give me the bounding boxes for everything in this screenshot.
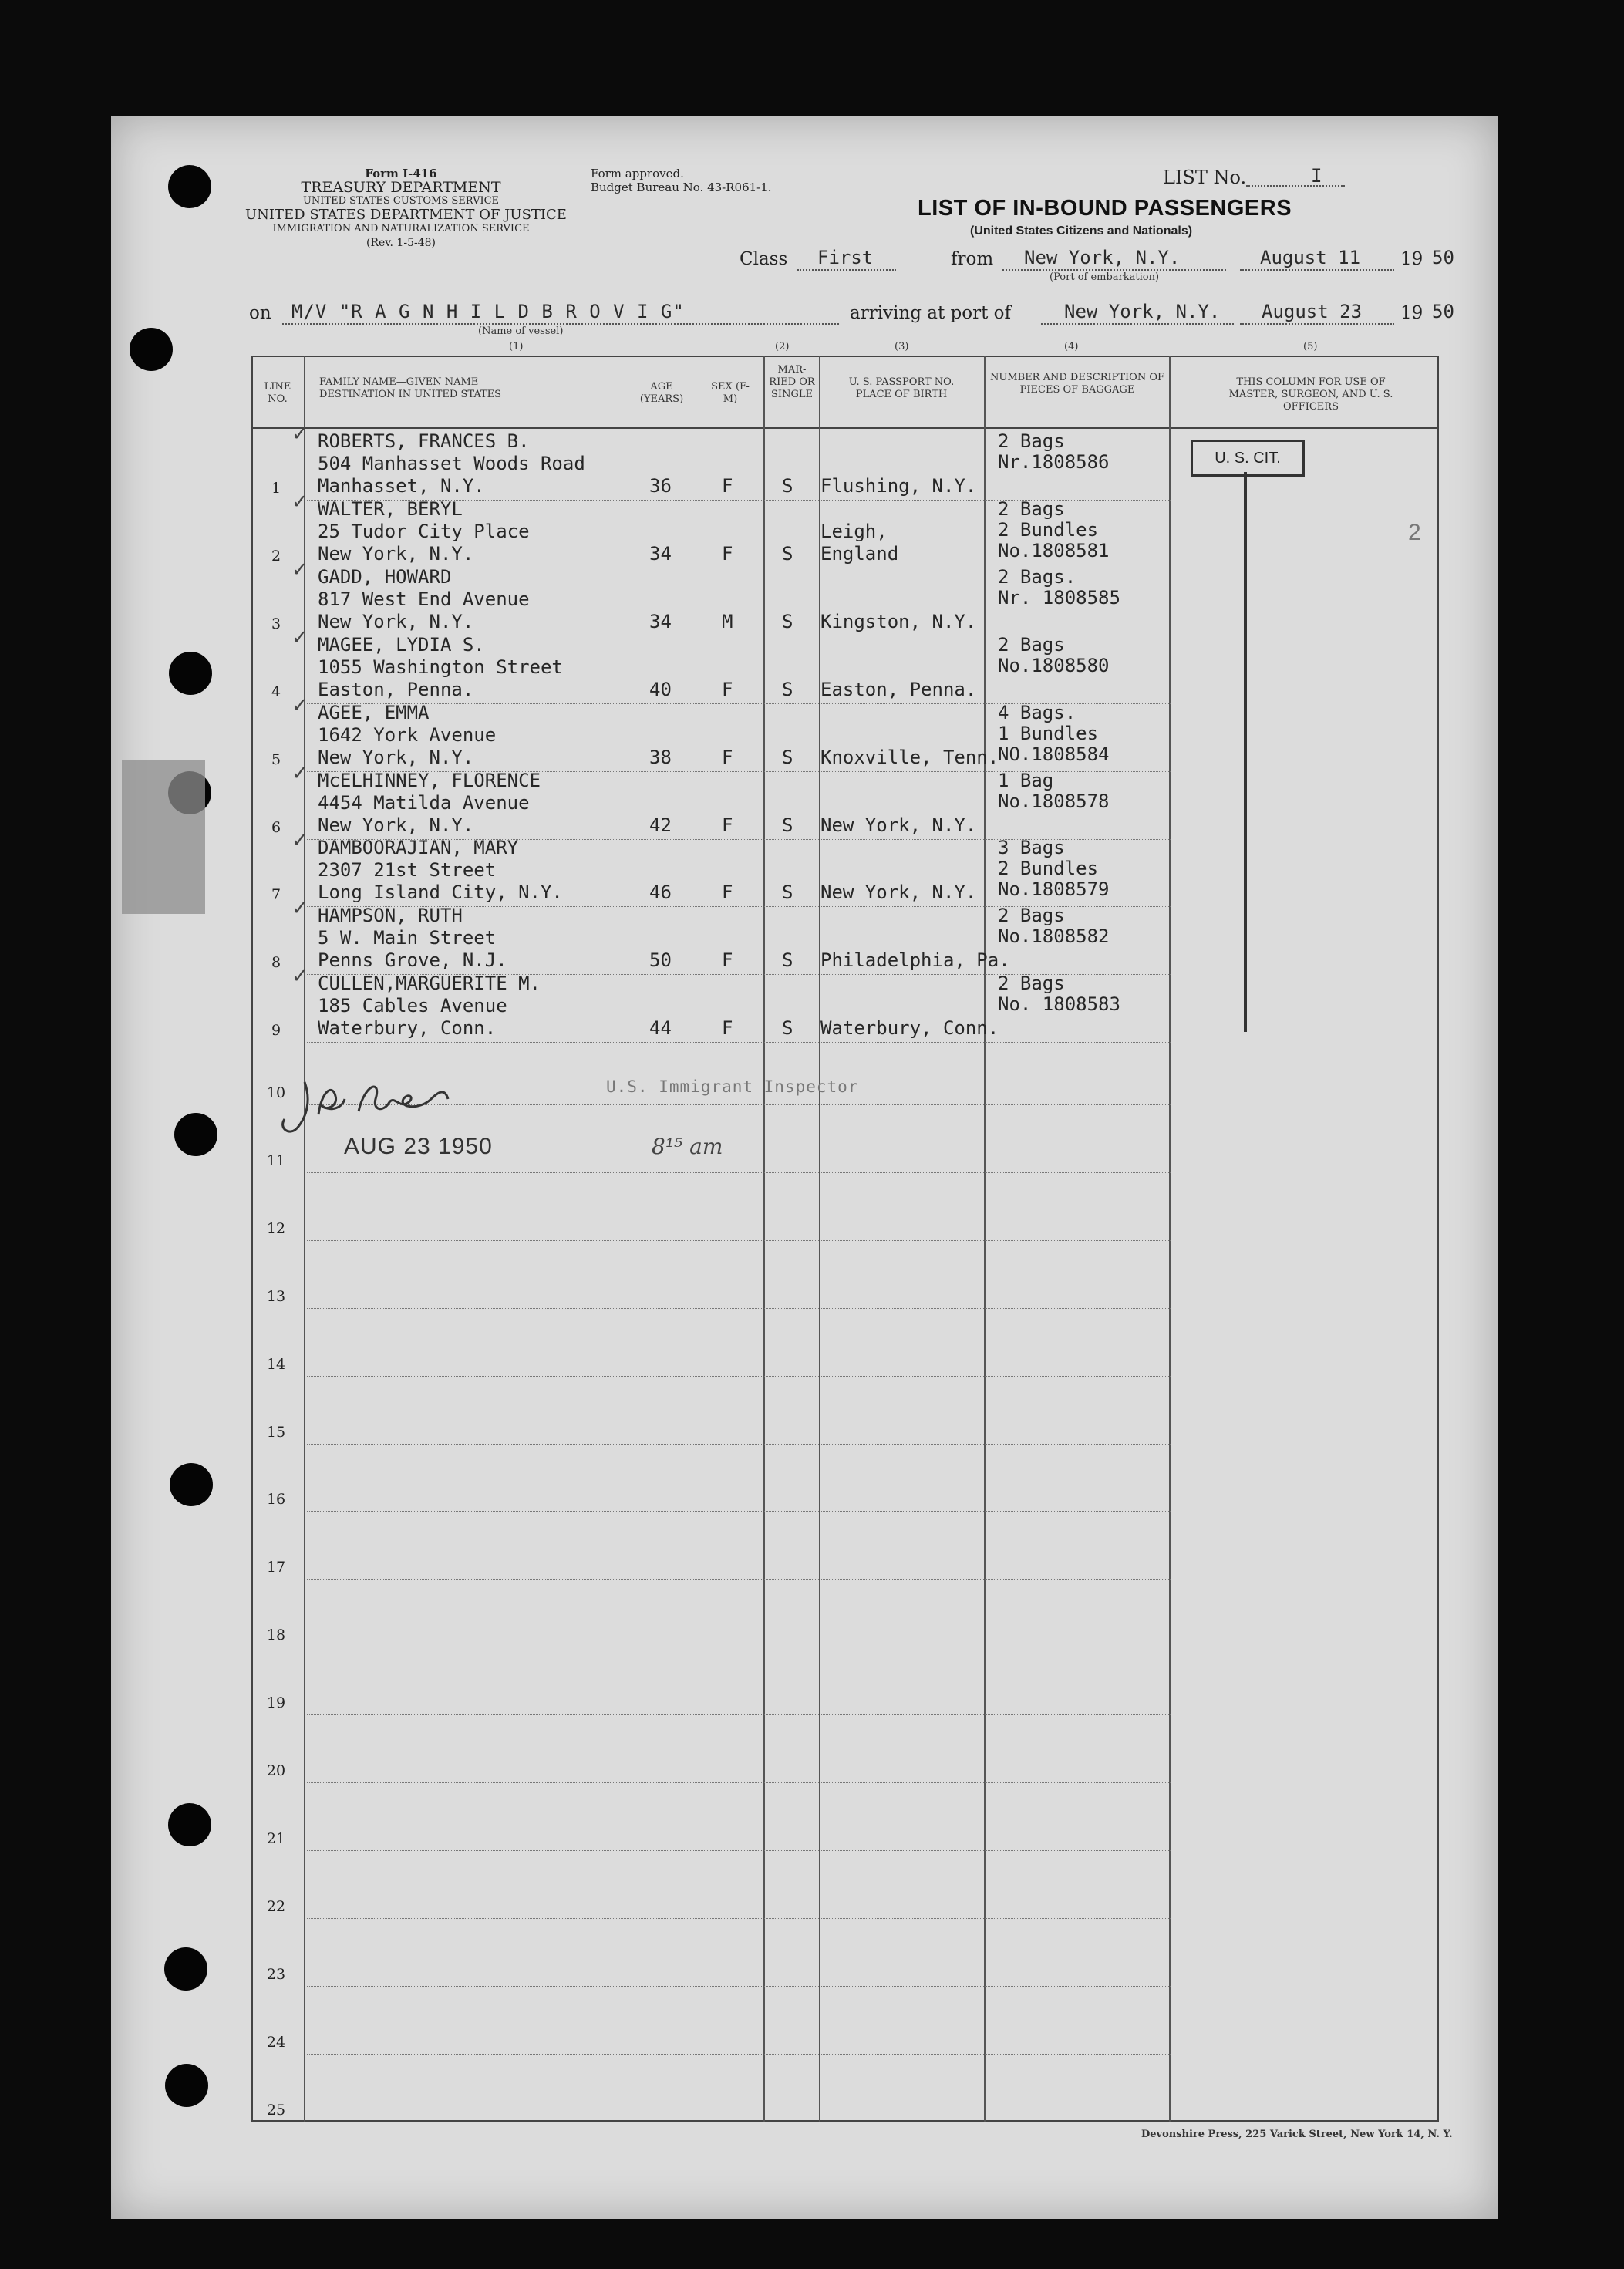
passenger-address: 4454 Matilda Avenue	[318, 791, 530, 814]
binder-hole	[130, 328, 173, 371]
passenger-city: Easton, Penna.	[318, 678, 474, 700]
line-number: 14	[266, 1355, 286, 1373]
us-citizen-stamp: U. S. CIT.	[1191, 440, 1305, 477]
passenger-age: 50	[649, 949, 672, 972]
birth-place: New York, N.Y.	[820, 814, 977, 836]
form-approval	[591, 167, 772, 194]
birth-place: Flushing, N.Y.	[820, 475, 977, 497]
row-rule	[307, 1850, 1171, 1851]
arrival-port-line	[1041, 323, 1234, 325]
passenger-name: ROBERTS, FRANCES B.	[318, 430, 530, 452]
check-mark-icon: ✓	[291, 897, 308, 921]
baggage-detail: No.1808578	[998, 790, 1110, 812]
line-number: 15	[266, 1423, 286, 1441]
inspector-title: U.S. Immigrant Inspector	[606, 1077, 859, 1096]
passenger-name: WALTER, BERYL	[318, 497, 463, 520]
row-rule	[307, 2054, 1171, 2055]
check-mark-icon: ✓	[291, 558, 308, 582]
line-number: 8	[271, 954, 281, 972]
birth-place: Waterbury, Conn.	[820, 1017, 999, 1040]
line-number: 6	[271, 818, 281, 836]
line-number: 5	[271, 750, 281, 768]
baggage-detail: 2 Bundles	[998, 858, 1099, 880]
col-head-age: AGE (YEARS)	[639, 381, 684, 405]
passenger-address: 185 Cables Avenue	[318, 995, 507, 1017]
passenger-name: McELHINNEY, FLORENCE	[318, 769, 541, 791]
column-divider	[304, 356, 305, 2122]
baggage-detail: Nr.1808586	[998, 451, 1110, 473]
year-prefix-1: 19	[1400, 249, 1424, 269]
line-number: 7	[271, 886, 281, 904]
printer-imprint: Devonshire Press, 225 Varick Street, New York 14, N. Y.	[1141, 2129, 1453, 2140]
birth-place: Knoxville, Tenn.	[820, 746, 999, 768]
class-value: First	[817, 247, 874, 268]
baggage-ticket: No.1808579	[998, 878, 1110, 901]
passenger-sex: F	[722, 678, 733, 700]
line-number: 21	[266, 1829, 286, 1847]
passenger-name: GADD, HOWARD	[318, 565, 452, 588]
column-divider	[763, 356, 765, 2122]
passenger-age: 42	[649, 814, 672, 836]
ins-service: IMMIGRATION AND NATURALIZATION SERVICE	[272, 223, 530, 234]
check-mark-icon: ✓	[291, 829, 308, 853]
passenger-age: 34	[649, 542, 672, 565]
vessel-name: M/V "R A G N H I L D B R O V I G"	[291, 301, 685, 322]
passenger-name: AGEE, EMMA	[318, 701, 430, 723]
passenger-age: 44	[649, 1017, 672, 1040]
line-number: 19	[266, 1694, 286, 1712]
page-title: LIST OF IN-BOUND PASSENGERS	[918, 196, 1292, 221]
list-no-value: I	[1311, 165, 1322, 187]
marital-status: S	[782, 949, 793, 972]
baggage-count: 3 Bags	[998, 837, 1065, 859]
line-number: 10	[266, 1084, 286, 1101]
baggage-count: 2 Bags	[998, 430, 1065, 452]
passenger-sex: F	[722, 475, 733, 497]
passenger-sex: M	[722, 610, 733, 632]
page-subtitle: (United States Citizens and Nationals)	[970, 224, 1193, 238]
col-head-name: FAMILY NAME—GIVEN NAME DESTINATION IN UNITED STATES	[319, 376, 502, 400]
line-number: 13	[266, 1287, 286, 1305]
row-rule	[307, 1918, 1171, 1919]
class-line	[797, 269, 896, 271]
passenger-sex: F	[722, 814, 733, 836]
row-rule	[307, 1172, 1171, 1173]
birth-place-line1: Leigh,	[820, 520, 888, 542]
vessel-line	[282, 323, 839, 325]
from-line	[1002, 269, 1226, 271]
year-2: 50	[1432, 301, 1454, 322]
row-rule	[307, 1986, 1171, 1987]
passenger-sex: F	[722, 949, 733, 972]
line-number: 16	[266, 1491, 286, 1509]
binder-hole	[164, 1947, 207, 1991]
baggage-detail: 2 Bundles	[998, 518, 1099, 541]
column-number-5: (5)	[1303, 341, 1318, 352]
birth-place: Kingston, N.Y.	[820, 610, 977, 632]
column-number-1: (1)	[509, 341, 524, 352]
check-mark-icon: ✓	[291, 693, 308, 717]
on-label: on	[249, 303, 271, 323]
year-prefix-2: 19	[1400, 303, 1424, 323]
row-rule	[307, 1042, 1171, 1043]
row-rule	[307, 1240, 1171, 1241]
passenger-address: 817 West End Avenue	[318, 588, 530, 610]
baggage-detail: No.1808582	[998, 925, 1110, 948]
marital-status: S	[782, 678, 793, 700]
passenger-address: 504 Manhasset Woods Road	[318, 453, 585, 474]
treasury-dept: TREASURY DEPARTMENT	[301, 179, 501, 196]
binder-hole	[169, 652, 212, 695]
list-no-label: LIST No.	[1163, 167, 1247, 188]
binder-hole	[174, 1113, 217, 1156]
row-rule	[307, 1782, 1171, 1783]
column-divider	[1169, 356, 1171, 2122]
form-header-left	[245, 167, 567, 250]
marital-status: S	[782, 610, 793, 632]
arrival-time-note: 8¹⁵ am	[652, 1134, 723, 1159]
passenger-city: New York, N.Y.	[318, 814, 474, 836]
table-header-rule	[251, 427, 1437, 429]
binder-hole	[165, 2064, 208, 2107]
arrival-date-stamp: AUG 23 1950	[344, 1134, 493, 1159]
baggage-detail: No.1808580	[998, 654, 1110, 676]
from-value: New York, N.Y.	[1024, 247, 1181, 268]
line-number: 4	[271, 683, 281, 700]
marital-status: S	[782, 882, 793, 904]
line-number: 12	[266, 1219, 286, 1237]
depart-date-line	[1240, 269, 1394, 271]
birth-place: Easton, Penna.	[820, 678, 977, 700]
baggage-detail: Nr. 1808585	[998, 586, 1120, 609]
margin-mark: 2	[1408, 520, 1421, 545]
line-number: 22	[266, 1897, 286, 1915]
year-1: 50	[1432, 247, 1454, 268]
arrival-date: August 23	[1262, 301, 1363, 322]
line-number: 1	[271, 480, 281, 497]
marital-status: S	[782, 746, 793, 768]
inspector-signature	[274, 1068, 521, 1138]
passenger-address: 5 W. Main Street	[318, 927, 497, 949]
line-number: 20	[266, 1762, 286, 1779]
baggage-count: 4 Bags.	[998, 701, 1076, 723]
passenger-address: 1642 York Avenue	[318, 723, 497, 746]
line-number: 11	[266, 1151, 286, 1169]
tape-residue	[122, 760, 205, 914]
baggage-count: 2 Bags.	[998, 565, 1076, 588]
passenger-sex: F	[722, 1017, 733, 1040]
passenger-name: CULLEN,MARGUERITE M.	[318, 973, 541, 995]
passenger-sex: F	[722, 882, 733, 904]
vessel-caption: (Name of vessel)	[478, 325, 564, 337]
from-label: from	[951, 249, 994, 269]
birth-place: New York, N.Y.	[820, 882, 977, 904]
passenger-age: 40	[649, 678, 672, 700]
column-number-4: (4)	[1064, 341, 1079, 352]
class-label: Class	[740, 249, 788, 269]
passenger-name: HAMPSON, RUTH	[318, 905, 463, 927]
passenger-city: Penns Grove, N.J.	[318, 949, 507, 972]
passenger-city: New York, N.Y.	[318, 610, 474, 632]
row-rule	[307, 1376, 1171, 1377]
binder-hole	[168, 1803, 211, 1846]
passenger-city: Waterbury, Conn.	[318, 1017, 497, 1040]
baggage-ticket: No.1808581	[998, 539, 1110, 561]
marital-status: S	[782, 542, 793, 565]
line-number: 24	[266, 2033, 286, 2051]
passenger-city: Manhasset, N.Y.	[318, 475, 485, 497]
line-number: 17	[266, 1559, 286, 1576]
row-rule	[307, 1714, 1171, 1715]
passenger-age: 36	[649, 475, 672, 497]
arriving-label: arriving at port of	[850, 303, 1011, 323]
passenger-age: 38	[649, 746, 672, 768]
baggage-count: 2 Bags	[998, 905, 1065, 927]
row-rule	[307, 1579, 1171, 1580]
arrival-date-line	[1240, 323, 1394, 325]
line-number: 23	[266, 1965, 286, 1983]
birth-place: England	[820, 542, 899, 565]
baggage-count: 1 Bag	[998, 769, 1054, 791]
list-no-line	[1246, 185, 1345, 187]
line-number: 25	[266, 2101, 286, 2119]
col-head-line-no: LINE NO.	[264, 381, 291, 405]
baggage-count: 2 Bags	[998, 633, 1065, 656]
passenger-address: 25 Tudor City Place	[318, 520, 530, 542]
line-number: 9	[271, 1022, 281, 1040]
baggage-ticket: NO.1808584	[998, 743, 1110, 765]
passenger-age: 34	[649, 610, 672, 632]
check-mark-icon: ✓	[291, 490, 308, 514]
check-mark-icon: ✓	[291, 423, 308, 446]
form-approved-text: Form approved.	[591, 167, 684, 180]
baggage-detail: 1 Bundles	[998, 722, 1099, 744]
marital-status: S	[782, 1017, 793, 1040]
column-number-3: (3)	[895, 341, 909, 352]
binder-hole	[170, 1463, 213, 1506]
col-head-officers: THIS COLUMN FOR USE OF MASTER, SURGEON, AND U. S. OFFICERS	[1228, 376, 1393, 413]
justice-dept: UNITED STATES DEPARTMENT OF JUSTICE	[245, 207, 567, 223]
col-head-married: MAR-RIED OR SINGLE	[769, 364, 815, 400]
customs-service: UNITED STATES CUSTOMS SERVICE	[302, 195, 500, 207]
line-number: 3	[271, 615, 281, 632]
birth-place: Philadelphia, Pa.	[820, 949, 1010, 972]
column-divider	[984, 356, 986, 2122]
baggage-detail: No. 1808583	[998, 993, 1120, 1016]
passenger-name: MAGEE, LYDIA S.	[318, 633, 485, 656]
check-mark-icon: ✓	[291, 965, 308, 989]
budget-bureau-text: Budget Bureau No. 43-R061-1.	[591, 180, 772, 194]
passenger-age: 46	[649, 882, 672, 904]
binder-hole	[168, 165, 211, 208]
row-rule	[307, 1308, 1171, 1309]
passenger-sex: F	[722, 542, 733, 565]
row-rule	[307, 1511, 1171, 1512]
col-head-passport: U. S. PASSPORT NO. PLACE OF BIRTH	[848, 376, 955, 400]
col-head-baggage: NUMBER AND DESCRIPTION OF PIECES OF BAGGAGE	[990, 372, 1165, 396]
form-number: Form I-416	[365, 167, 437, 180]
line-number: 2	[271, 547, 281, 565]
passenger-sex: F	[722, 746, 733, 768]
port-embarkation-caption: (Port of embarkation)	[1050, 271, 1160, 283]
col-head-sex: SEX (F-M)	[711, 381, 750, 405]
baggage-count: 2 Bags	[998, 973, 1065, 995]
marital-status: S	[782, 475, 793, 497]
passenger-address: 2307 21st Street	[318, 859, 497, 882]
stamp-bracket-line	[1244, 472, 1247, 1032]
passenger-city: New York, N.Y.	[318, 746, 474, 768]
line-number: 18	[266, 1627, 286, 1644]
row-rule	[307, 1444, 1171, 1445]
passenger-city: Long Island City, N.Y.	[318, 882, 563, 904]
column-number-2: (2)	[775, 341, 790, 352]
check-mark-icon: ✓	[291, 625, 308, 649]
passenger-address: 1055 Washington Street	[318, 656, 563, 678]
marital-status: S	[782, 814, 793, 836]
passenger-city: New York, N.Y.	[318, 542, 474, 565]
depart-date: August 11	[1260, 247, 1361, 268]
baggage-count: 2 Bags	[998, 497, 1065, 520]
passenger-name: DAMBOORAJIAN, MARY	[318, 837, 519, 859]
revision: (Rev. 1-5-48)	[366, 237, 436, 249]
check-mark-icon: ✓	[291, 761, 308, 785]
arrival-port: New York, N.Y.	[1064, 301, 1221, 322]
